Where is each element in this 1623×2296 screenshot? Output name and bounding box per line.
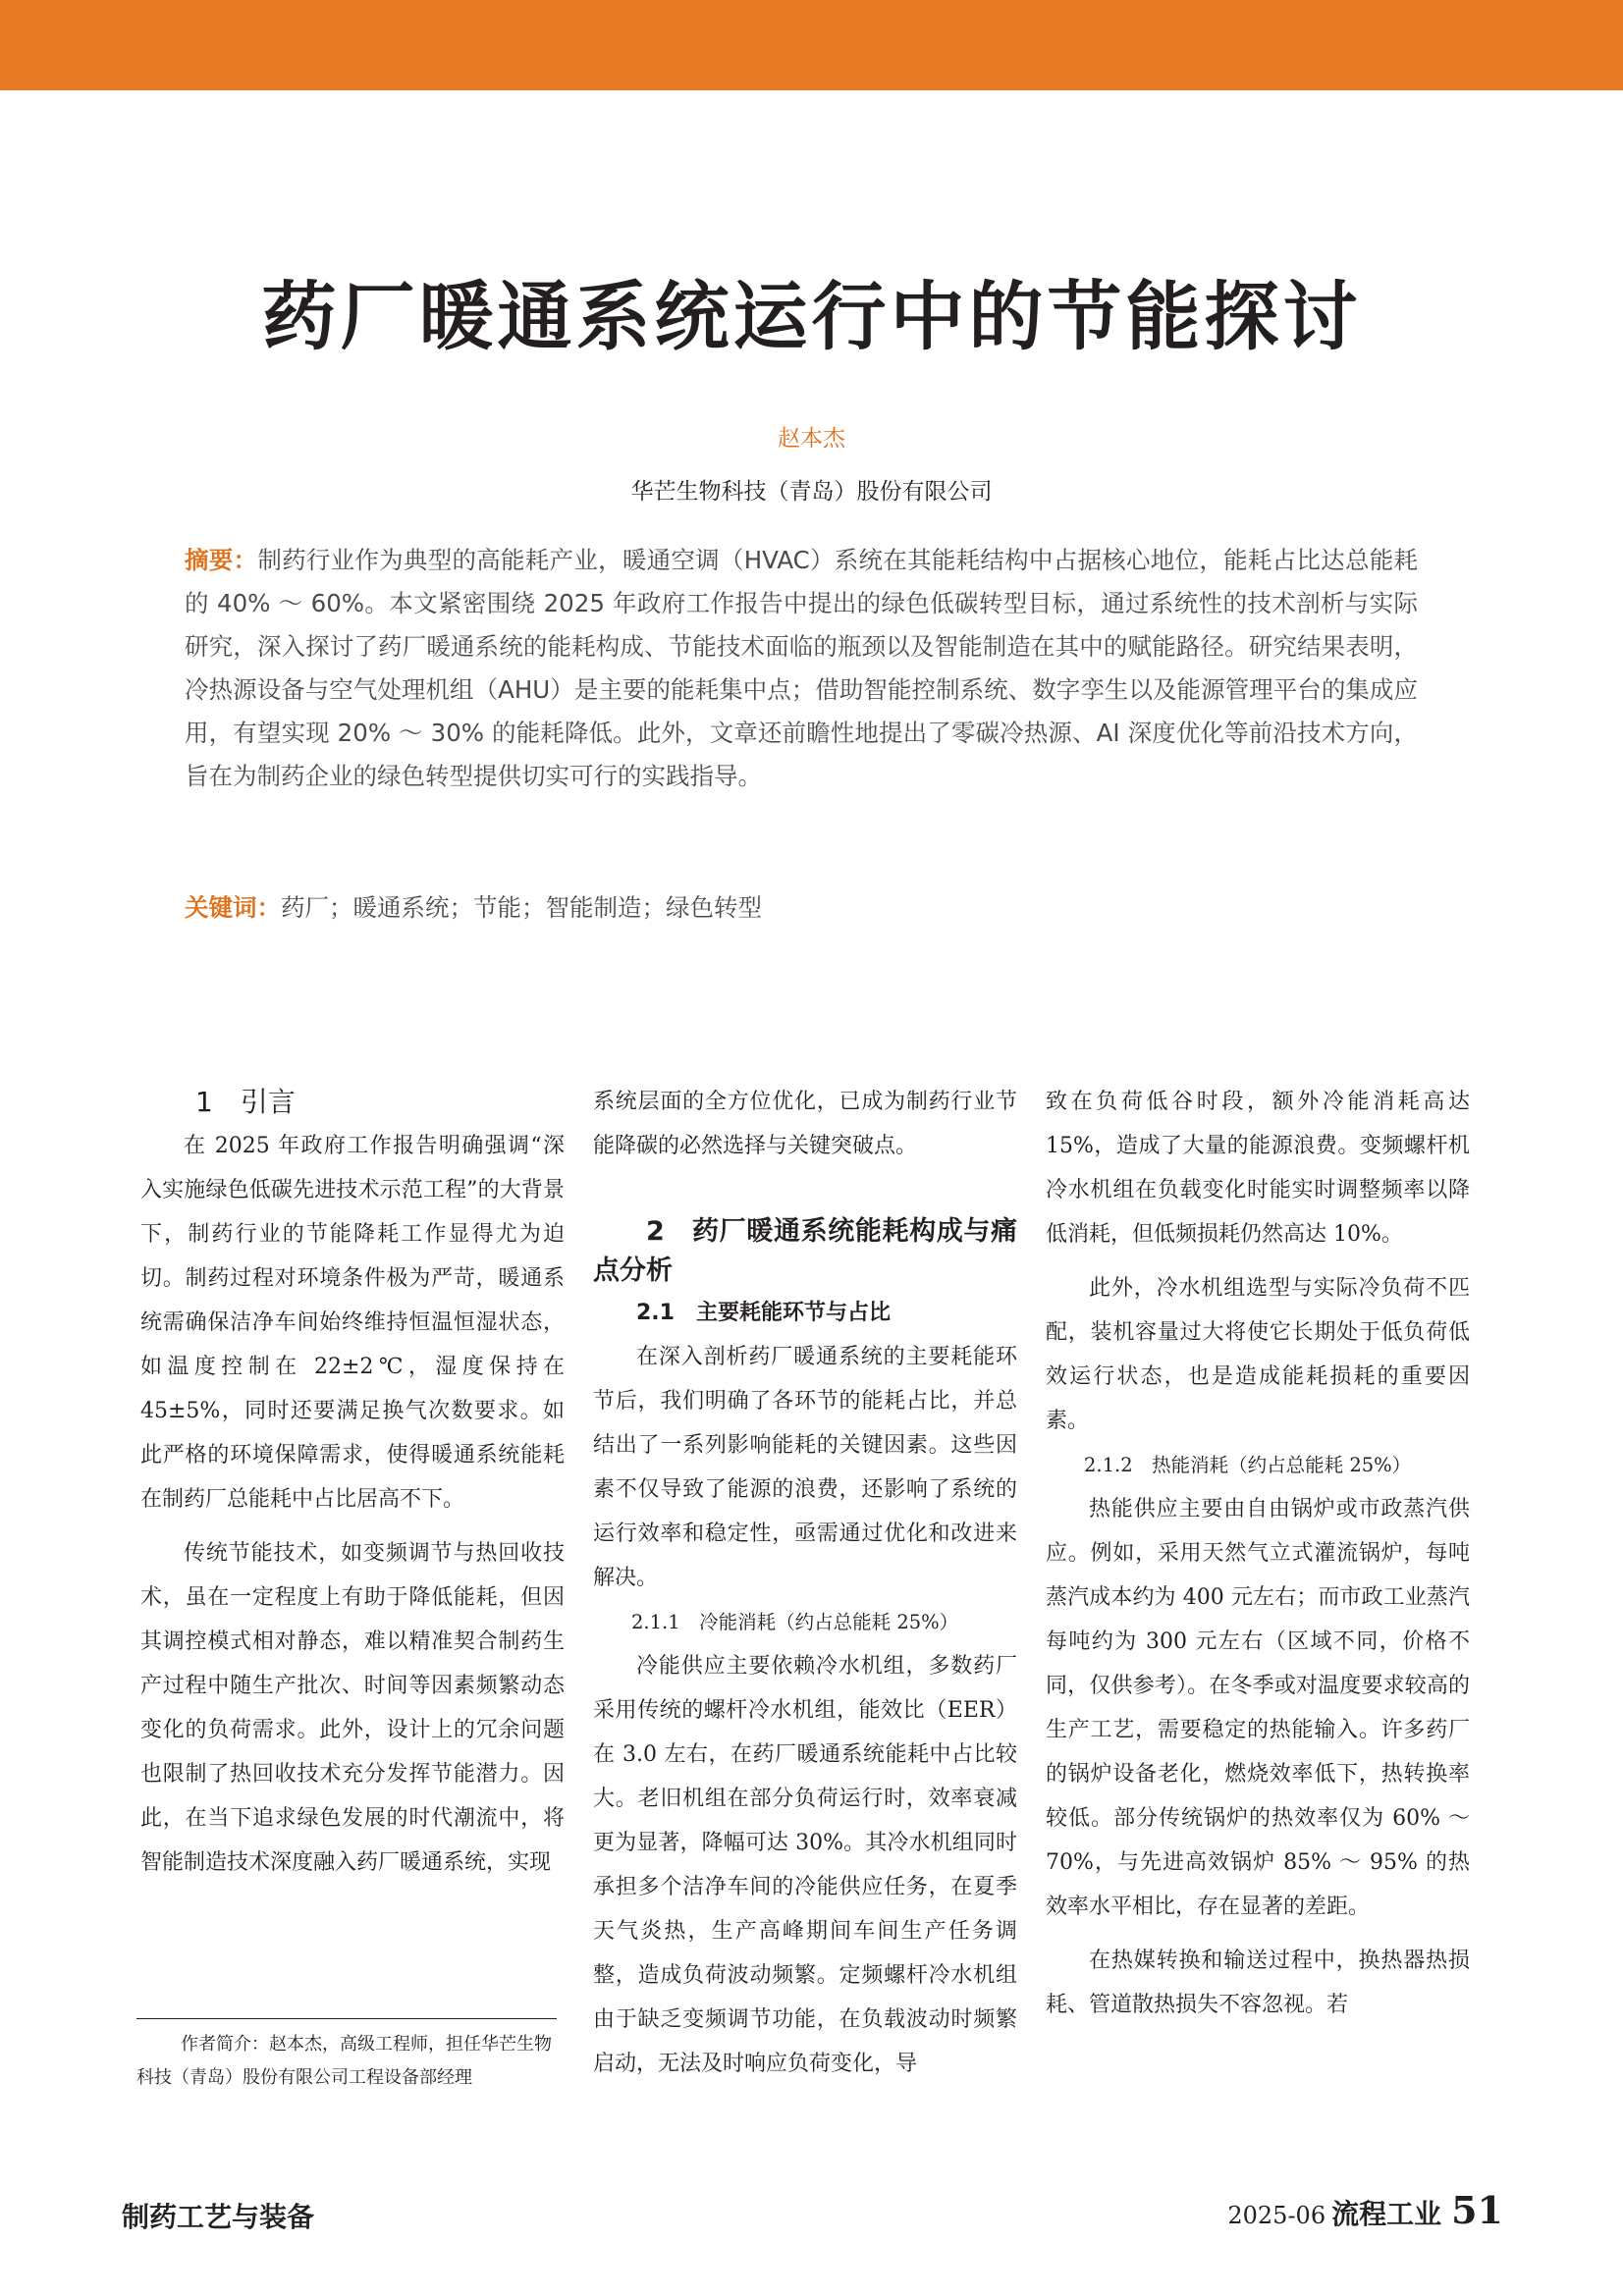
paragraph: 此外，冷水机组选型与实际冷负荷不匹配，装机容量过大将使它长期处于低负荷低效运行状态，也是造成能耗损耗的重要因素。 [1046, 1276, 1470, 1433]
paragraph: 传统节能技术，如变频调节与热回收技术，虽在一定程度上有助于降低能耗，但因其调控模式相对静态，难以精准契合制药生产过程中随生产批次、时间等因素频繁动态变化的负荷需求。此外，设计上的冗余问题也限制了热回收技术充分发挥节能潜力。因此，在当下追求绿色发展的时代潮流中，将智能制造技术深度融入药厂暖通系统，实现 [140, 1541, 565, 1875]
journal-section-name: 制药工艺与装备 [122, 2201, 315, 2233]
footnote-divider [136, 2018, 557, 2019]
author-bio-footnote [136, 2028, 561, 2095]
keywords [185, 886, 1418, 930]
article-title: 药厂暖通系统运行中的节能探讨 [261, 273, 1362, 360]
paragraph: 致在负荷低谷时段，额外冷能消耗高达 15%，造成了大量的能源浪费。变频螺杆机冷水机组在负载变化时能实时调整频率以降低消耗，但低频损耗仍然高达 10%。 [1046, 1090, 1470, 1247]
paragraph: 在热媒转换和输送过程中，换热器热损耗、管道散热损失不容忽视。若 [1046, 1949, 1470, 2017]
author-name: 赵本杰 [778, 426, 845, 452]
issue-date: 2025-06 [1227, 2202, 1326, 2229]
column-2 [593, 1080, 1017, 2086]
column-1 [140, 1080, 565, 1885]
keywords-label: 关键词： [185, 893, 281, 922]
abstract-text: 制药行业作为典型的高能耗产业，暖通空调（HVAC）系统在其能耗结构中占据核心地位，能耗占比达总能耗的 40% ～ 60%。本文紧密围绕 2025 年政府工作报告中提出的绿色低碳转型目标，通过系统性的技术剖析与实际研究，深入探讨了药厂暖通系统的能耗构成、节能技术面临的瓶颈以及智能制造在其中的赋能路径。研究结果表明，冷热源设备与空气处理机组（AHU）是主要的能耗集中点；借助智能控制系统、数字孪生以及能源管理平台的集成应用，有望实现 20% ～ 30% 的能耗降低。此外，文章还前瞻性地提出了零碳冷热源、AI 深度优化等前沿技术方向，旨在为制药企业的绿色转型提供切实可行的实践指导。 [185, 546, 1418, 790]
page-number: 51 [1451, 2188, 1503, 2232]
magazine-name: 流程工业 [1331, 2198, 1442, 2230]
subsubsection-heading-2-1-2: 2.1.2 热能消耗（约占总能耗 25%） [1084, 1454, 1412, 1476]
abstract-label: 摘要： [185, 546, 258, 574]
subsubsection-heading-2-1-1: 2.1.1 冷能消耗（约占总能耗 25%） [631, 1611, 959, 1633]
paragraph: 系统层面的全方位优化，已成为制药行业节能降碳的必然选择与关键突破点。 [593, 1090, 1017, 1158]
section-heading-1: 1 引言 [195, 1086, 296, 1118]
paragraph: 在 2025 年政府工作报告明确强调“深入实施绿色低碳先进技术示范工程”的大背景下，制药行业的节能降耗工作显得尤为迫切。制药过程对环境条件极为严苛，暖通系统需确保洁净车间始终维持恒温恒湿状态，如温度控制在 22±2℃，湿度保持在 45±5%，同时还要满足换气次数要求。如此严格的环境保障需求，使得暖通系统能耗在制药厂总能耗中占比居高不下。 [140, 1134, 565, 1512]
header-accent-bar [0, 0, 1623, 90]
keywords-text: 药厂；暖通系统；节能；智能制造；绿色转型 [281, 893, 762, 922]
paragraph: 在深入剖析药厂暖通系统的主要耗能环节后，我们明确了各环节的能耗占比，并总结出了一系列影响能耗的关键因素。这些因素不仅导致了能源的浪费，还影响了系统的运行效率和稳定性，亟需通过优化和改进来解决。 [593, 1345, 1017, 1590]
footnote-text: 作者简介：赵本杰，高级工程师，担任华芒生物科技（青岛）股份有限公司工程设备部经理 [136, 2034, 552, 2088]
abstract [185, 539, 1418, 798]
column-3 [1046, 1080, 1470, 2027]
paragraph: 热能供应主要由自由锅炉或市政蒸汽供应。例如，采用天然气立式灌流锅炉，每吨蒸汽成本约为 400 元左右；而市政工业蒸汽每吨约为 300 元左右（区域不同，价格不同，仅供参考）。在冬季或对温度要求较高的生产工艺，需要稳定的热能输入。许多药厂的锅炉设备老化，燃烧效率低下，热转换率较低。部分传统锅炉的热效率仅为 60% ～ 70%，与先进高效锅炉 85% ～ 95% 的热效率水平相比，存在显著的差距。 [1046, 1497, 1470, 1919]
page-footer [1227, 2188, 1503, 2232]
section-heading-2: 2 药厂暖通系统能耗构成与痛点分析 [593, 1216, 1017, 1286]
author-affiliation: 华芒生物科技（青岛）股份有限公司 [630, 479, 993, 505]
subsection-heading-2-1: 2.1 主要耗能环节与占比 [636, 1301, 891, 1325]
paragraph: 冷能供应主要依赖冷水机组，多数药厂采用传统的螺杆冷水机组，能效比（EER）在 3.0 左右，在药厂暖通系统能耗中占比较大。老旧机组在部分负荷运行时，效率衰减更为显著，降幅可达 30%。其冷水机组同时承担多个洁净车间的冷能供应任务，在夏季天气炎热，生产高峰期间车间生产任务调整，造成负荷波动频繁。定频螺杆冷水机组由于缺乏变频调节功能，在负载波动时频繁启动，无法及时响应负荷变化，导 [593, 1654, 1017, 2076]
